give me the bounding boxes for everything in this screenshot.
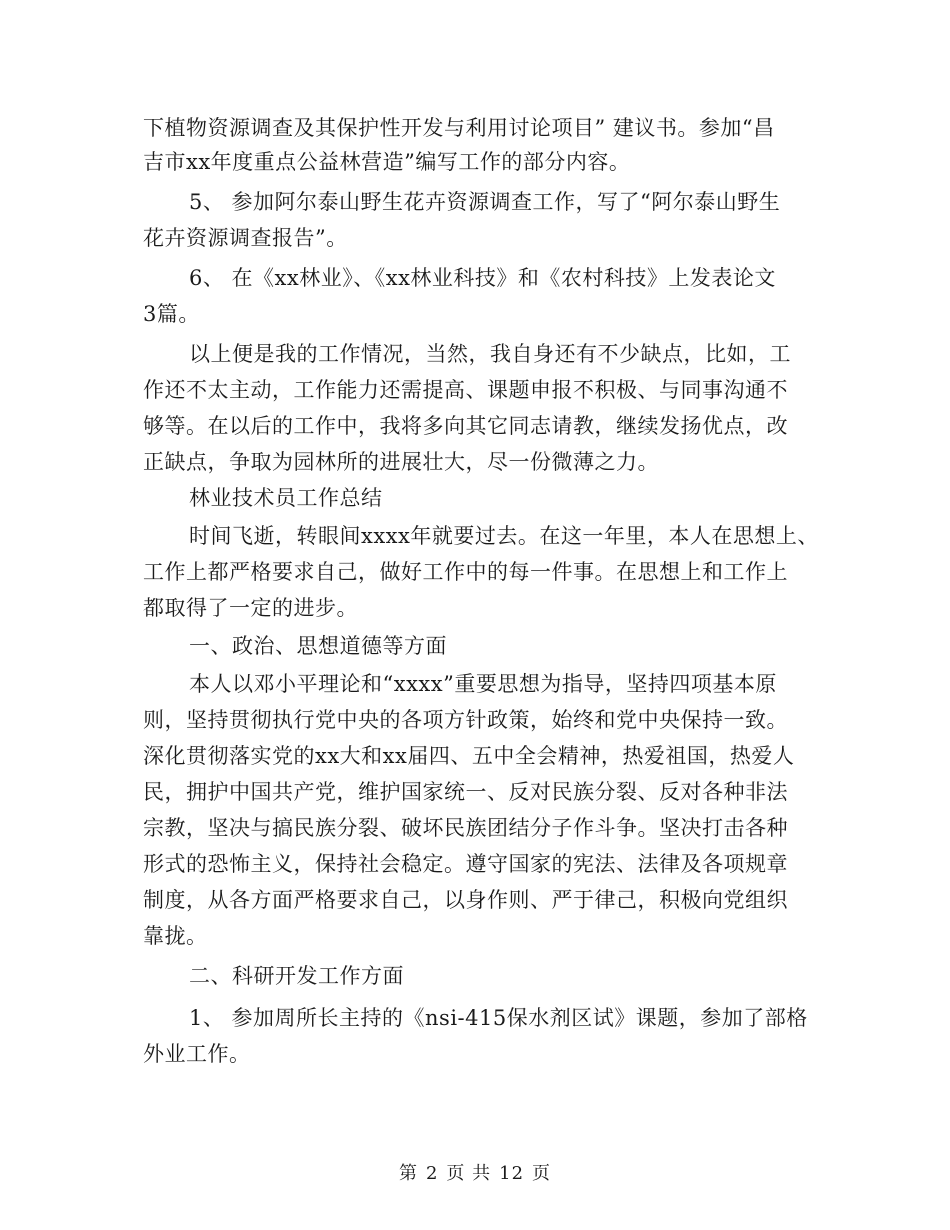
text-line: 正缺点，争取为园林所的进展壮大，尽一份微薄之力。: [143, 450, 659, 474]
text-line: 作还不太主动，工作能力还需提高、课题申报不积极、与同事沟通不: [143, 378, 788, 402]
text-line: 花卉资源调查报告”。: [143, 226, 348, 250]
text-line: 制度，从各方面严格要求自己，以身作则、严于律己，积极向党组织: [143, 888, 788, 912]
text-line: 宗教，坚决与搞民族分裂、破坏民族团结分子作斗争。坚决打击各种: [143, 816, 788, 840]
text-line: 形式的恐怖主义，保持社会稳定。遵守国家的宪法、法律及各项规章: [143, 852, 788, 876]
text-line: 吉市xx年度重点公益林营造”编写工作的部分内容。: [143, 150, 631, 174]
text-line: 以上便是我的工作情况，当然，我自身还有不少缺点，比如，工: [189, 342, 791, 366]
text-line: 5、 参加阿尔泰山野生花卉资源调查工作，写了“阿尔泰山野生: [189, 190, 781, 214]
page-footer: [0, 1162, 950, 1186]
text-line: 够等。在以后的工作中，我将多向其它同志请教，继续发扬优点，改: [143, 414, 788, 438]
text-line: 时间飞逝，转眼间xxxx年就要过去。在这一年里，本人在思想上、: [189, 524, 819, 548]
text-line: 则，坚持贯彻执行党中央的各项方针政策，始终和党中央保持一致。: [143, 708, 788, 732]
footer-middle: 页 共: [446, 1163, 492, 1184]
text-line: 工作上都严格要求自己，做好工作中的每一件事。在思想上和工作上: [143, 560, 788, 584]
text-line: 3篇。: [143, 302, 200, 326]
text-line: 靠拢。: [143, 924, 208, 948]
text-line: 本人以邓小平理论和“xxxx”重要思想为指导，坚持四项基本原: [189, 672, 777, 696]
text-line: 外业工作。: [143, 1042, 251, 1066]
section-heading: 二、科研开发工作方面: [189, 964, 404, 988]
text-line: 深化贯彻落实党的xx大和xx届四、五中全会精神，热爱祖国，热爱人: [143, 744, 795, 768]
total-pages-number: 12: [499, 1163, 525, 1184]
text-line: 1、 参加周所长主持的《nsi-415保水剂区试》课题，参加了部格: [189, 1006, 808, 1030]
section-heading: 一、政治、思想道德等方面: [189, 634, 447, 658]
footer-prefix: 第: [398, 1163, 418, 1184]
text-line: 民，拥护中国共产党，维护国家统一、反对民族分裂、反对各种非法: [143, 780, 788, 804]
text-line: 下植物资源调查及其保护性开发与利用讨论项目” 建议书。参加“昌: [143, 116, 775, 140]
current-page-number: 2: [425, 1163, 439, 1184]
section-heading: 林业技术员工作总结: [189, 486, 383, 510]
text-line: 6、 在《xx林业》、《xx林业科技》和《农村科技》上发表论文: [189, 266, 776, 290]
footer-suffix: 页: [532, 1163, 552, 1184]
text-line: 都取得了一定的进步。: [143, 596, 358, 620]
